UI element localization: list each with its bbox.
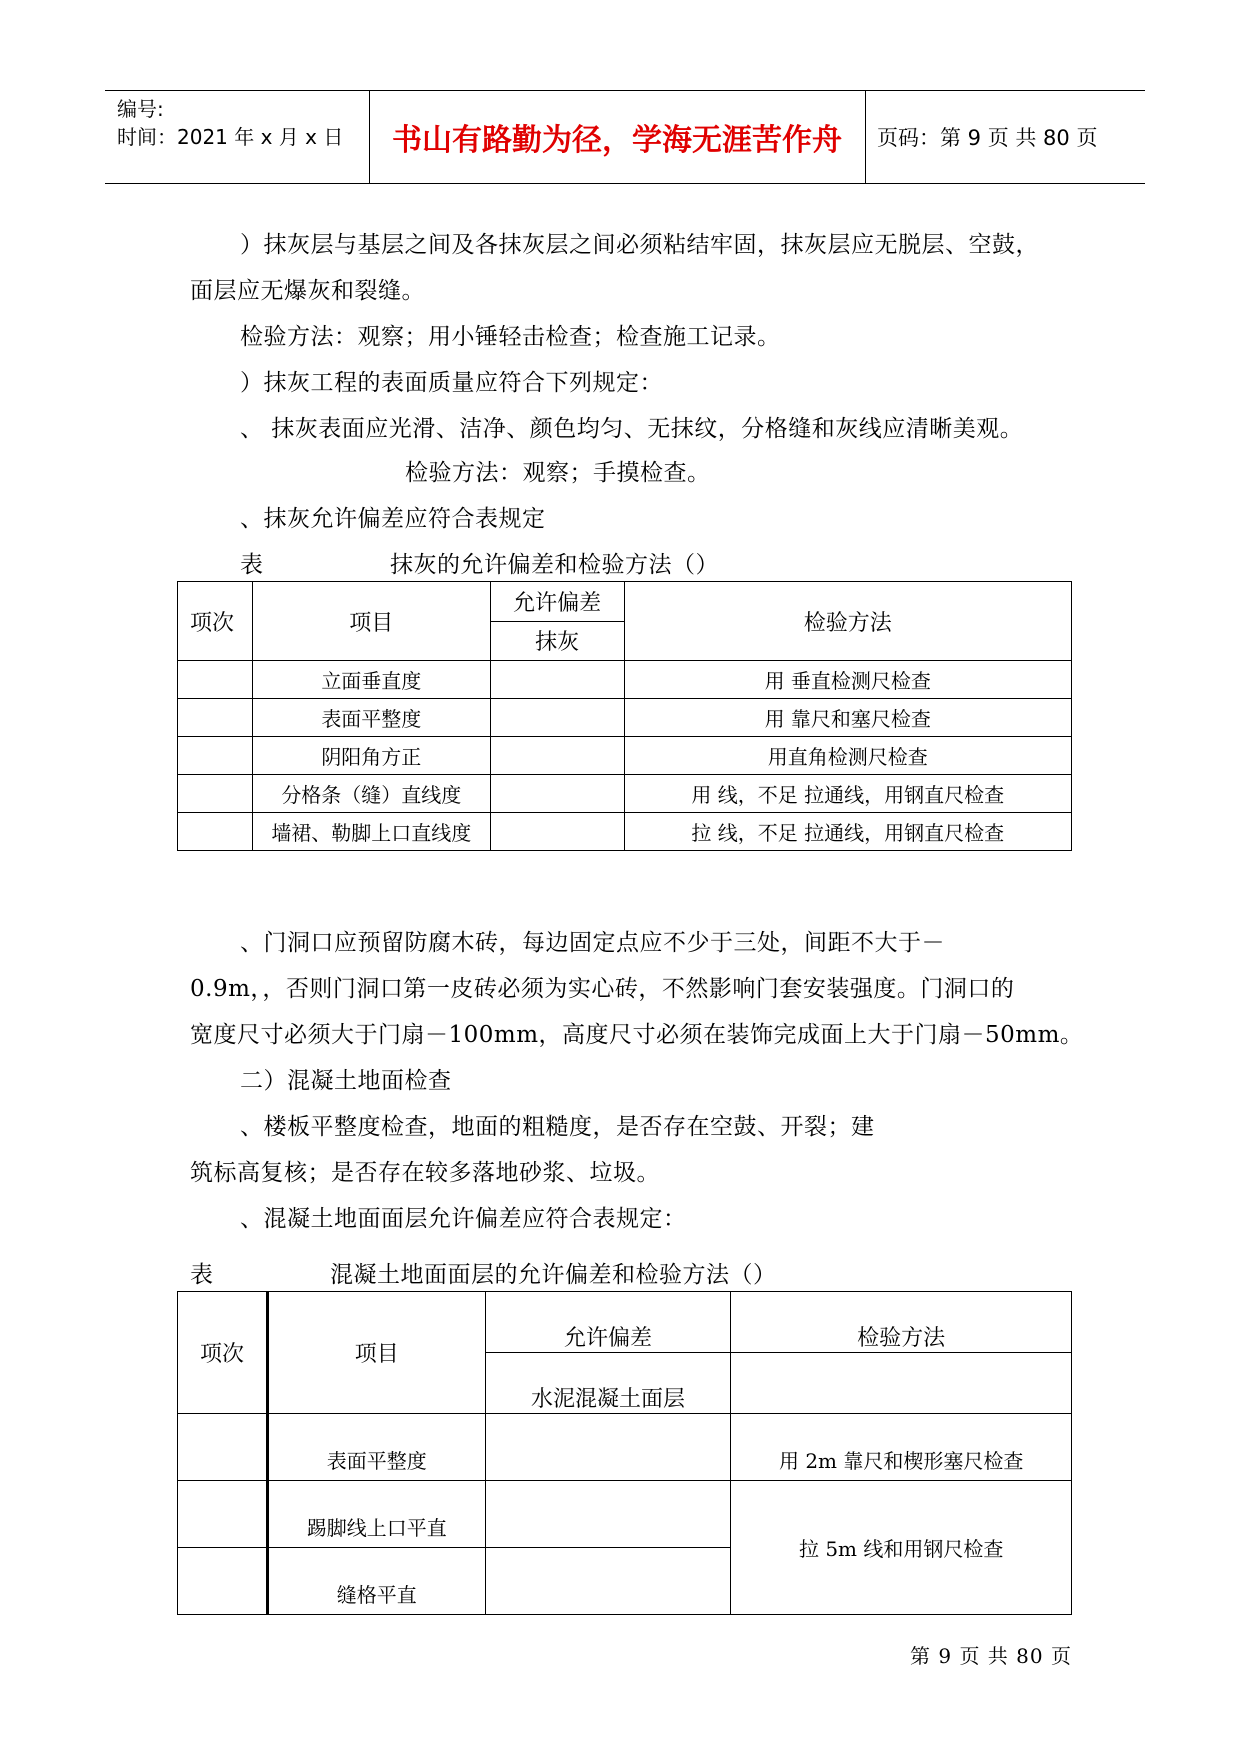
table-row <box>178 699 1072 737</box>
table-row <box>178 775 1072 813</box>
table-cell <box>485 1548 731 1615</box>
header-slogan: 书山有路勤为径，学海无涯苦作舟 <box>369 91 866 183</box>
table-cell <box>490 737 624 775</box>
table1-caption-prefix: 表 <box>240 552 264 578</box>
table-cell: 缝格平直 <box>267 1548 485 1615</box>
paragraph-7-line-2: 0.9m，，否则门洞口第一皮砖必须为实心砖，不然影响门套安装强度。门洞口的 <box>190 976 1015 1002</box>
paragraph-10: 、混凝土地面面层允许偏差应符合表规定： <box>240 1206 687 1232</box>
table1-header-item: 项目 <box>252 582 490 661</box>
table-cell <box>490 775 624 813</box>
table-cell <box>178 699 253 737</box>
paragraph-2: 检验方法：观察；用小锤轻击检查；检查施工记录。 <box>240 324 781 350</box>
table-cell: 用 靠尺和塞尺检查 <box>624 699 1071 737</box>
table2-caption: 混凝土地面面层的允许偏差和检验方法（） <box>330 1262 777 1288</box>
time-label: 时间：2021 年 x 月 x 日 <box>117 125 344 149</box>
table2-header-index: 项次 <box>178 1292 268 1414</box>
table-cell <box>731 1353 1072 1414</box>
table-cell <box>178 1548 268 1615</box>
table2-header-deviation: 允许偏差 <box>485 1292 731 1353</box>
paragraph-7-line-3: 宽度尺寸必须大于门扇－100mm，高度尺寸必须在装饰完成面上大于门扇－50mm。 <box>190 1022 1084 1048</box>
table-cell <box>485 1414 731 1481</box>
table-cell: 用 垂直检测尺检查 <box>624 661 1071 699</box>
table-cell <box>490 699 624 737</box>
table-row <box>178 1481 1072 1548</box>
table-cell: 拉 线，不足 拉通线，用钢直尺检查 <box>624 813 1071 851</box>
table-cell: 用 线，不足 拉通线，用钢直尺检查 <box>624 775 1071 813</box>
header-page-label: 页码：第 9 页 共 80 页 <box>877 126 1098 150</box>
table-cell <box>490 813 624 851</box>
table-cell <box>178 813 253 851</box>
table2-header-item: 项目 <box>267 1292 485 1414</box>
table-cell <box>178 661 253 699</box>
paragraph-9-line-2: 筑标高复核；是否存在较多落地砂浆、垃圾。 <box>190 1160 660 1186</box>
table-row <box>178 813 1072 851</box>
table-cell <box>178 1414 268 1481</box>
table1-header-deviation-sub: 抹灰 <box>490 621 624 661</box>
table-cell: 踢脚线上口平直 <box>267 1481 485 1548</box>
table-cell: 阴阳角方正 <box>252 737 490 775</box>
table1-caption: 抹灰的允许偏差和检验方法（） <box>390 552 719 578</box>
table-cell <box>490 661 624 699</box>
table-row <box>178 1414 1072 1481</box>
page-footer: 第 9 页 共 80 页 <box>910 1644 1072 1668</box>
paragraph-3: ）抹灰工程的表面质量应符合下列规定： <box>240 370 663 396</box>
table2-header-deviation-sub: 水泥混凝土面层 <box>485 1353 731 1414</box>
table-cell <box>178 1481 268 1548</box>
table-1 <box>177 581 1072 851</box>
table-cell: 分格条（缝）直线度 <box>252 775 490 813</box>
table-cell <box>178 737 253 775</box>
paragraph-7-line-1: 、门洞口应预留防腐木砖，每边固定点应不少于三处，间距不大于－ <box>240 930 945 956</box>
table-row <box>178 737 1072 775</box>
paragraph-5: 检验方法：观察；手摸检查。 <box>405 460 711 486</box>
paragraph-1-line-1: ）抹灰层与基层之间及各抹灰层之间必须粘结牢固，抹灰层应无脱层、空鼓， <box>240 232 1039 258</box>
table1-header-deviation: 允许偏差 <box>490 582 624 622</box>
header-meta <box>105 91 370 183</box>
table-cell: 用直角检测尺检查 <box>624 737 1071 775</box>
table-cell: 墙裙、勒脚上口直线度 <box>252 813 490 851</box>
table1-header-index: 项次 <box>178 582 253 661</box>
table-2 <box>177 1291 1072 1615</box>
table-cell <box>178 775 253 813</box>
paragraph-9-line-1: 、楼板平整度检查，地面的粗糙度，是否存在空鼓、开裂；建 <box>240 1114 875 1140</box>
table-cell: 立面垂直度 <box>252 661 490 699</box>
page-header <box>105 90 1145 184</box>
paragraph-6: 、抹灰允许偏差应符合表规定 <box>240 506 546 532</box>
paragraph-1-line-2: 面层应无爆灰和裂缝。 <box>190 278 425 304</box>
table1-header-method: 检验方法 <box>624 582 1071 661</box>
table-row <box>178 661 1072 699</box>
table-cell: 表面平整度 <box>252 699 490 737</box>
table2-header-method: 检验方法 <box>731 1292 1072 1353</box>
paragraph-8: 二）混凝土地面检查 <box>240 1068 452 1094</box>
table-cell: 表面平整度 <box>267 1414 485 1481</box>
table-cell <box>485 1481 731 1548</box>
table-cell: 用 2m 靠尺和楔形塞尺检查 <box>731 1414 1072 1481</box>
paragraph-4: 、 抹灰表面应光滑、洁净、颜色均匀、无抹纹，分格缝和灰线应清晰美观。 <box>240 416 1024 442</box>
table-cell: 拉 5m 线和用钢尺检查 <box>731 1481 1072 1615</box>
table2-caption-prefix: 表 <box>190 1262 214 1288</box>
number-label: 编号: <box>117 97 164 121</box>
